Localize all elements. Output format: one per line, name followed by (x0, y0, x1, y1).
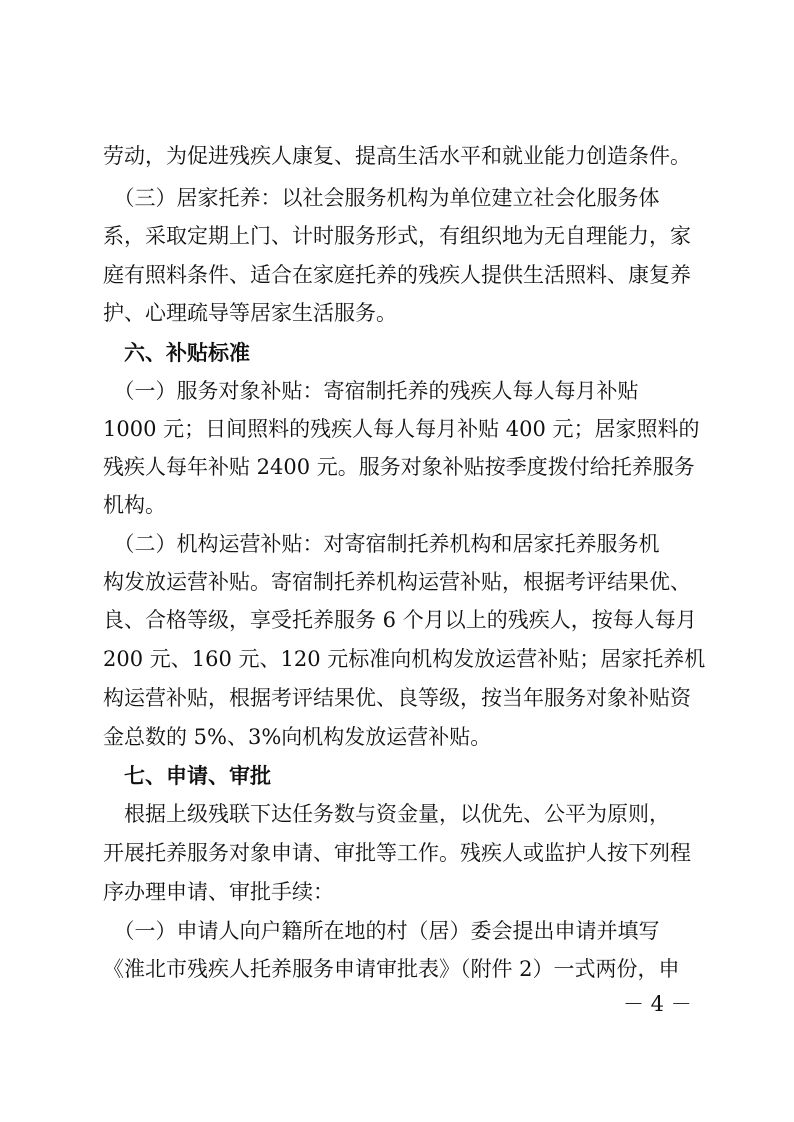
paragraph-line: 序办理申请、审批手续： (103, 880, 334, 904)
section-heading-6: 六、补贴标准 (103, 341, 250, 365)
paragraph-line: （一）服务对象补贴：寄宿制托养的残疾人每人每月补贴 (103, 379, 639, 403)
paragraph-line: 良、合格等级，享受托养服务 6 个月以上的残疾人，按每人每月 (103, 608, 697, 632)
section-heading-7: 七、申请、审批 (103, 764, 271, 788)
paragraph-line: 《淮北市残疾人托养服务申请审批表》（附件 2）一式两份，申 (103, 957, 680, 981)
page-number: － 4 － (623, 992, 692, 1016)
paragraph-line: 残疾人每年补贴 2400 元。服务对象补贴按季度拨付给托养服务 (103, 455, 695, 479)
paragraph-line: 系，采取定期上门、计时服务形式，有组织地为无自理能力，家 (103, 224, 691, 248)
paragraph-line: 根据上级残联下达任务数与资金量，以优先、公平为原则， (103, 802, 670, 826)
paragraph-line: （三）居家托养：以社会服务机构为单位建立社会化服务体 (103, 186, 660, 210)
paragraph-line: 金总数的 5%、3%向机构发放运营补贴。 (103, 725, 492, 749)
paragraph-line: 1000 元；日间照料的残疾人每人每月补贴 400 元；居家照料的 (103, 417, 700, 441)
paragraph-line: 庭有照料条件、适合在家庭托养的残疾人提供生活照料、康复养 (103, 263, 691, 287)
paragraph-line: 200 元、160 元、120 元标准向机构发放运营补贴；居家托养机 (103, 647, 706, 671)
paragraph-line: 机构。 (103, 493, 166, 517)
paragraph-line: 构运营补贴，根据考评结果优、良等级，按当年服务对象补贴资 (103, 686, 691, 710)
paragraph-line: 劳动，为促进残疾人康复、提高生活水平和就业能力创造条件。 (103, 144, 691, 168)
paragraph-line: 构发放运营补贴。寄宿制托养机构运营补贴，根据考评结果优、 (103, 570, 691, 594)
paragraph-line: 护、心理疏导等居家生活服务。 (103, 301, 397, 325)
paragraph-line: 开展托养服务对象申请、审批等工作。残疾人或监护人按下列程 (103, 841, 691, 865)
paragraph-line: （二）机构运营补贴：对寄宿制托养机构和居家托养服务机 (103, 532, 660, 556)
paragraph-line: （一）申请人向户籍所在地的村（居）委会提出申请并填写 (103, 919, 660, 943)
